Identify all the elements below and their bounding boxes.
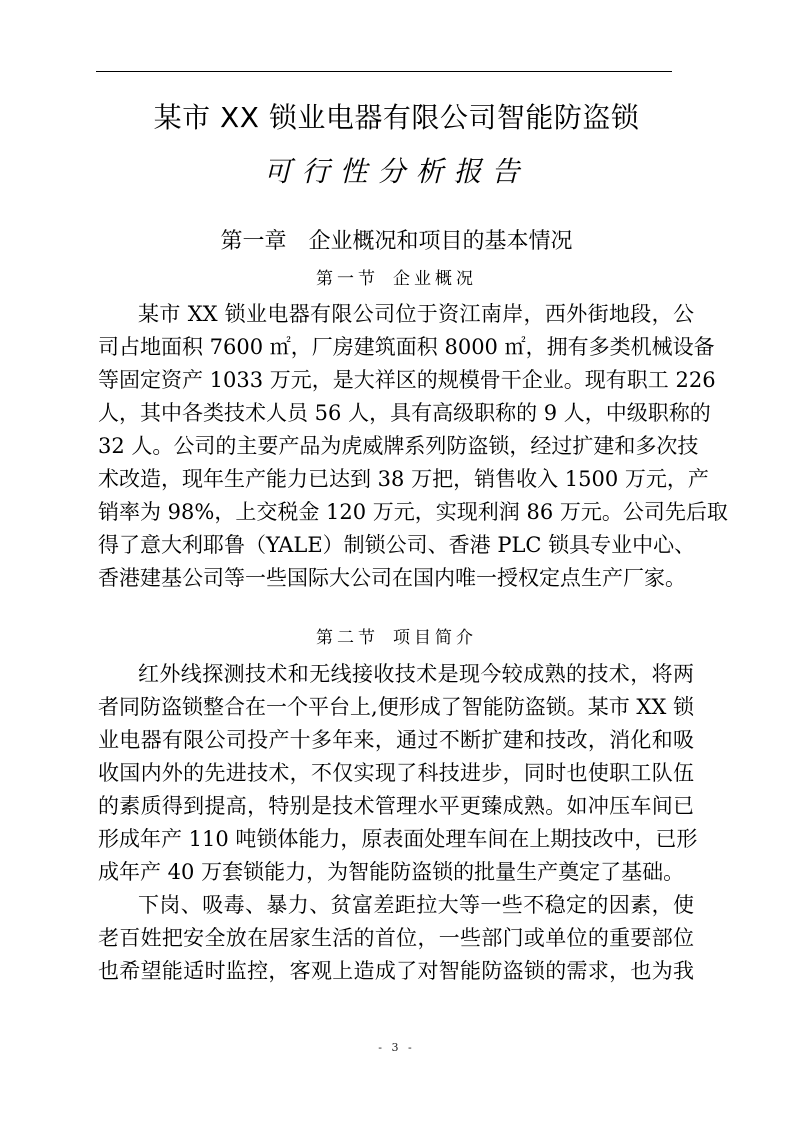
paragraph-line: 32 人。公司的主要产品为虎威牌系列防盗锁，经过扩建和多次技 — [98, 434, 699, 458]
paragraph-line: 业电器有限公司投产十多年来，通过不断扩建和技改，消化和吸 — [98, 728, 694, 752]
paragraph-line: 老百姓把安全放在居家生活的首位，一些部门或单位的重要部位 — [98, 926, 694, 950]
paragraph-project-intro — [98, 658, 698, 889]
paragraph-line: 司占地面积 7600 ㎡，厂房建筑面积 8000 ㎡，拥有多类机械设备 — [98, 335, 715, 359]
paragraph-line: 等固定资产 1033 万元，是大祥区的规模骨干企业。现有职工 226 — [98, 368, 716, 392]
paragraph-line: 某市 XX 锁业电器有限公司位于资江南岸，西外街地段，公 — [138, 302, 694, 326]
paragraph-line: 下岗、吸毒、暴力、贫富差距拉大等一些不稳定的因素，使 — [138, 893, 694, 917]
paragraph-line: 得了意大利耶鲁（YALE）制锁公司、香港 PLC 锁具专业中心、 — [98, 533, 696, 557]
section-title: 项目简介 — [393, 628, 477, 648]
document-title: 某市 XX 锁业电器有限公司智能防盗锁 — [153, 101, 640, 134]
paragraph-line: 红外线探测技术和无线接收技术是现今较成熟的技术，将两 — [138, 662, 694, 686]
paragraph-line: 者同防盗锁整合在一个平台上,便形成了智能防盗锁。某市 XX 锁 — [98, 695, 694, 719]
chapter-number: 第一章 — [220, 229, 287, 254]
section-number: 第一节 — [316, 269, 379, 289]
paragraph-line: 成年产 40 万套锁能力，为智能防盗锁的批量生产奠定了基础。 — [98, 860, 685, 884]
page-number: - 3 - — [378, 1041, 415, 1054]
section-title: 企业概况 — [393, 269, 477, 289]
paragraph-line: 也希望能适时监控，客观上造成了对智能防盗锁的需求，也为我 — [98, 959, 694, 983]
section-heading-2 — [0, 625, 793, 651]
chapter-heading — [0, 226, 793, 258]
paragraph-line: 形成年产 110 吨锁体能力，原表面处理车间在上期技改中，已形 — [98, 827, 698, 851]
paragraph-line: 的素质得到提高，特别是技术管理水平更臻成熟。如冲压车间已 — [98, 794, 694, 818]
header-rule — [96, 71, 672, 72]
paragraph-market-demand — [98, 889, 694, 988]
paragraph-line: 人，其中各类技术人员 56 人，具有高级职称的 9 人，中级职称的 — [98, 401, 711, 425]
chapter-title: 企业概况和项目的基本情况 — [308, 229, 573, 254]
paragraph-line: 术改造，现年生产能力已达到 38 万把，销售收入 1500 万元，产 — [98, 467, 709, 491]
section-heading-1 — [0, 266, 793, 292]
paragraph-line: 香港建基公司等一些国际大公司在国内唯一授权定点生产厂家。 — [98, 566, 686, 590]
paragraph-company-overview — [98, 298, 728, 595]
paragraph-line: 销率为 98%，上交税金 120 万元，实现利润 86 万元。公司先后取 — [98, 500, 728, 524]
section-number: 第二节 — [316, 628, 379, 648]
paragraph-line: 收国内外的先进技术，不仅实现了科技进步，同时也使职工队伍 — [98, 761, 694, 785]
document-subtitle: 可行性分析报告 — [263, 155, 530, 188]
